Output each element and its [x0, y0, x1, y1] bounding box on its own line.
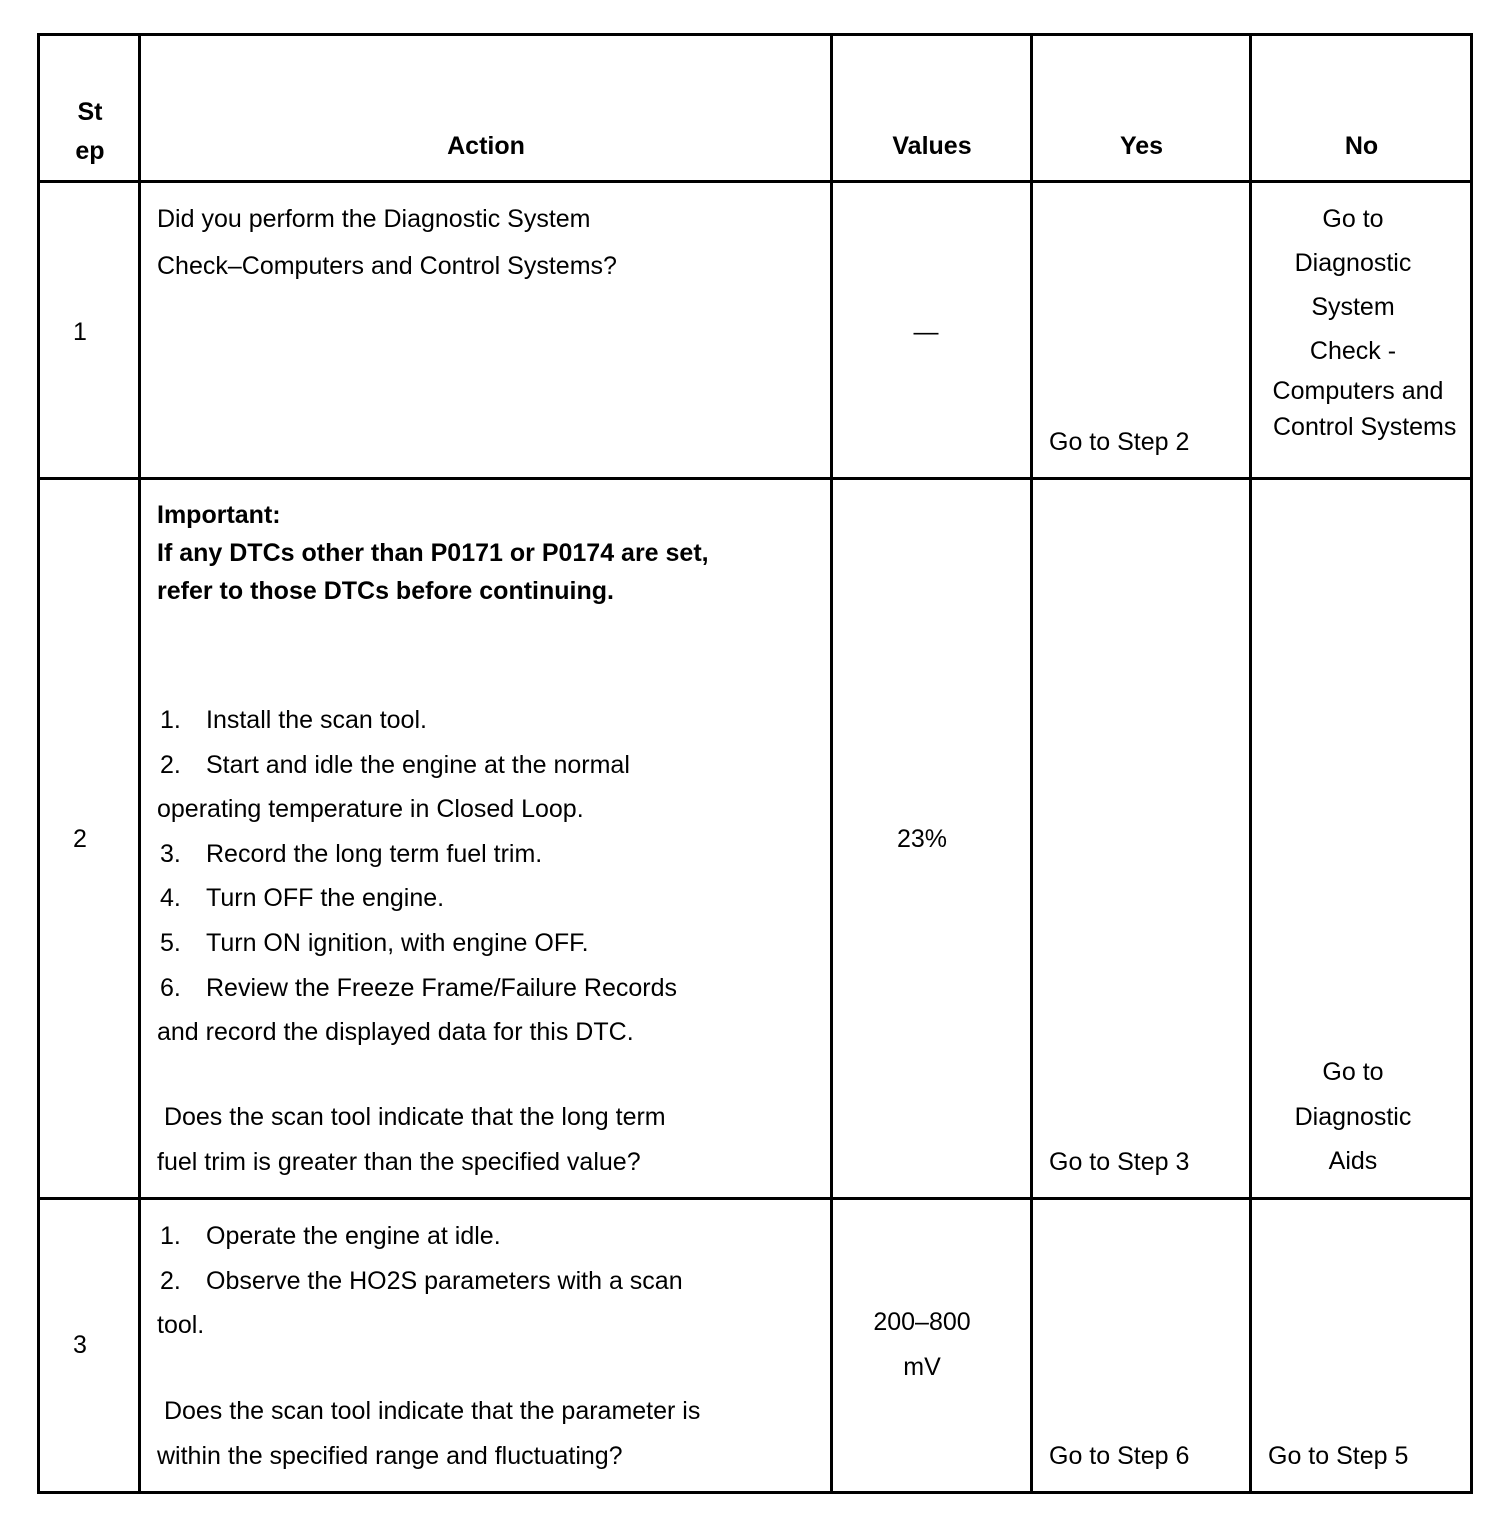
row2-list-text: and record the displayed data for this DTC. — [157, 1018, 634, 1047]
rule-left — [37, 33, 40, 1494]
row2-list-text: Turn ON ignition, with engine OFF. — [206, 928, 589, 957]
row3-value-line2: mV — [903, 1353, 941, 1381]
header-step-line2: ep — [75, 137, 105, 165]
row2-list-text: Review the Freeze Frame/Failure Records — [206, 973, 677, 1002]
row2-no-line1: Go to — [1322, 1058, 1384, 1086]
row3-list-item — [157, 1214, 683, 1259]
row2-list-item — [157, 698, 677, 743]
row3-value — [832, 1300, 1012, 1390]
header-step-line1: St — [77, 98, 103, 126]
row2-list-item — [157, 743, 677, 788]
rule-yes-no — [1249, 33, 1252, 1494]
row2-question-line1: Does the scan tool indicate that the long term — [157, 1103, 666, 1131]
row3-question-line1: Does the scan tool indicate that the parameter is — [157, 1397, 701, 1425]
row3-list-item — [157, 1259, 683, 1304]
row1-no-line5: Computers and — [1272, 377, 1444, 405]
row1-step: 1 — [73, 318, 87, 346]
row2-list-text: Record the long term fuel trim. — [206, 839, 543, 868]
rule-step-action — [138, 33, 141, 1494]
row2-no-line2: Diagnostic — [1294, 1102, 1412, 1131]
row3-list-text: tool. — [157, 1311, 205, 1340]
row2-value: 23% — [896, 825, 948, 853]
row1-value: — — [913, 318, 939, 346]
row3-no: Go to Step 5 — [1268, 1442, 1409, 1470]
rule-row2-bottom — [37, 1197, 1473, 1200]
row2-list-num: 1. — [160, 706, 181, 734]
row2-important-line2: refer to those DTCs before continuing. — [157, 577, 614, 605]
row2-list-text: Start and idle the engine at the normal — [206, 750, 630, 779]
row1-action-line2: Check–Computers and Control Systems? — [157, 252, 617, 280]
row2-list-item — [157, 787, 677, 832]
row2-list-num: 4. — [160, 884, 181, 913]
row1-no-line3: System — [1311, 293, 1395, 321]
row2-important-label: Important: — [157, 501, 281, 529]
row1-no-line6: Control Systems — [1273, 413, 1457, 441]
row2-list-item — [157, 921, 677, 966]
row2-no — [1253, 1050, 1453, 1184]
row2-list-item — [157, 966, 677, 1011]
row2-important-line1: If any DTCs other than P0171 or P0174 are set, — [157, 539, 709, 567]
rule-action-values — [830, 33, 833, 1494]
header-yes: Yes — [1119, 132, 1164, 160]
row2-list-item — [157, 832, 677, 877]
row3-question-line2: within the specified range and fluctuating? — [157, 1442, 623, 1470]
row2-list-text: Install the scan tool. — [206, 706, 427, 734]
row1-no-line4: Check - — [1309, 337, 1397, 365]
header-no: No — [1344, 132, 1379, 160]
rule-row1-bottom — [37, 477, 1473, 480]
row2-yes: Go to Step 3 — [1049, 1148, 1190, 1176]
row1-yes: Go to Step 2 — [1049, 428, 1190, 456]
header-action: Action — [447, 132, 525, 160]
rule-top — [37, 33, 1473, 36]
row2-list-text: operating temperature in Closed Loop. — [157, 795, 584, 824]
header-step — [40, 93, 140, 171]
row3-instruction-list — [157, 1214, 683, 1348]
row2-list-text: Turn OFF the engine. — [206, 884, 445, 913]
row3-yes: Go to Step 6 — [1049, 1442, 1190, 1470]
rule-header-bottom — [37, 180, 1473, 183]
row1-no — [1253, 197, 1457, 445]
row2-list-item — [157, 876, 677, 921]
row2-instruction-list — [157, 698, 677, 1055]
row2-list-num: 5. — [160, 928, 181, 957]
row2-list-num: 2. — [160, 750, 181, 779]
header-values: Values — [892, 132, 972, 160]
row3-list-num: 2. — [160, 1266, 181, 1295]
row3-list-num: 1. — [160, 1222, 181, 1250]
row3-list-text: Operate the engine at idle. — [206, 1222, 501, 1250]
row2-list-item — [157, 1010, 677, 1055]
row1-action-line1: Did you perform the Diagnostic System — [157, 205, 591, 233]
rule-right — [1470, 33, 1473, 1494]
row2-step: 2 — [73, 825, 87, 853]
row2-question-line2: fuel trim is greater than the specified value? — [157, 1148, 641, 1176]
row1-no-line2: Diagnostic — [1294, 249, 1412, 277]
row2-no-line3: Aids — [1328, 1147, 1378, 1176]
row3-list-item — [157, 1303, 683, 1348]
rule-bottom — [37, 1491, 1473, 1494]
row2-list-num: 6. — [160, 973, 181, 1002]
rule-values-yes — [1030, 33, 1033, 1494]
row3-value-line1: 200–800 — [873, 1308, 971, 1336]
row1-no-line1: Go to — [1322, 205, 1384, 233]
row3-step: 3 — [73, 1331, 87, 1359]
row3-list-text: Observe the HO2S parameters with a scan — [206, 1266, 683, 1295]
row2-list-num: 3. — [160, 839, 181, 868]
